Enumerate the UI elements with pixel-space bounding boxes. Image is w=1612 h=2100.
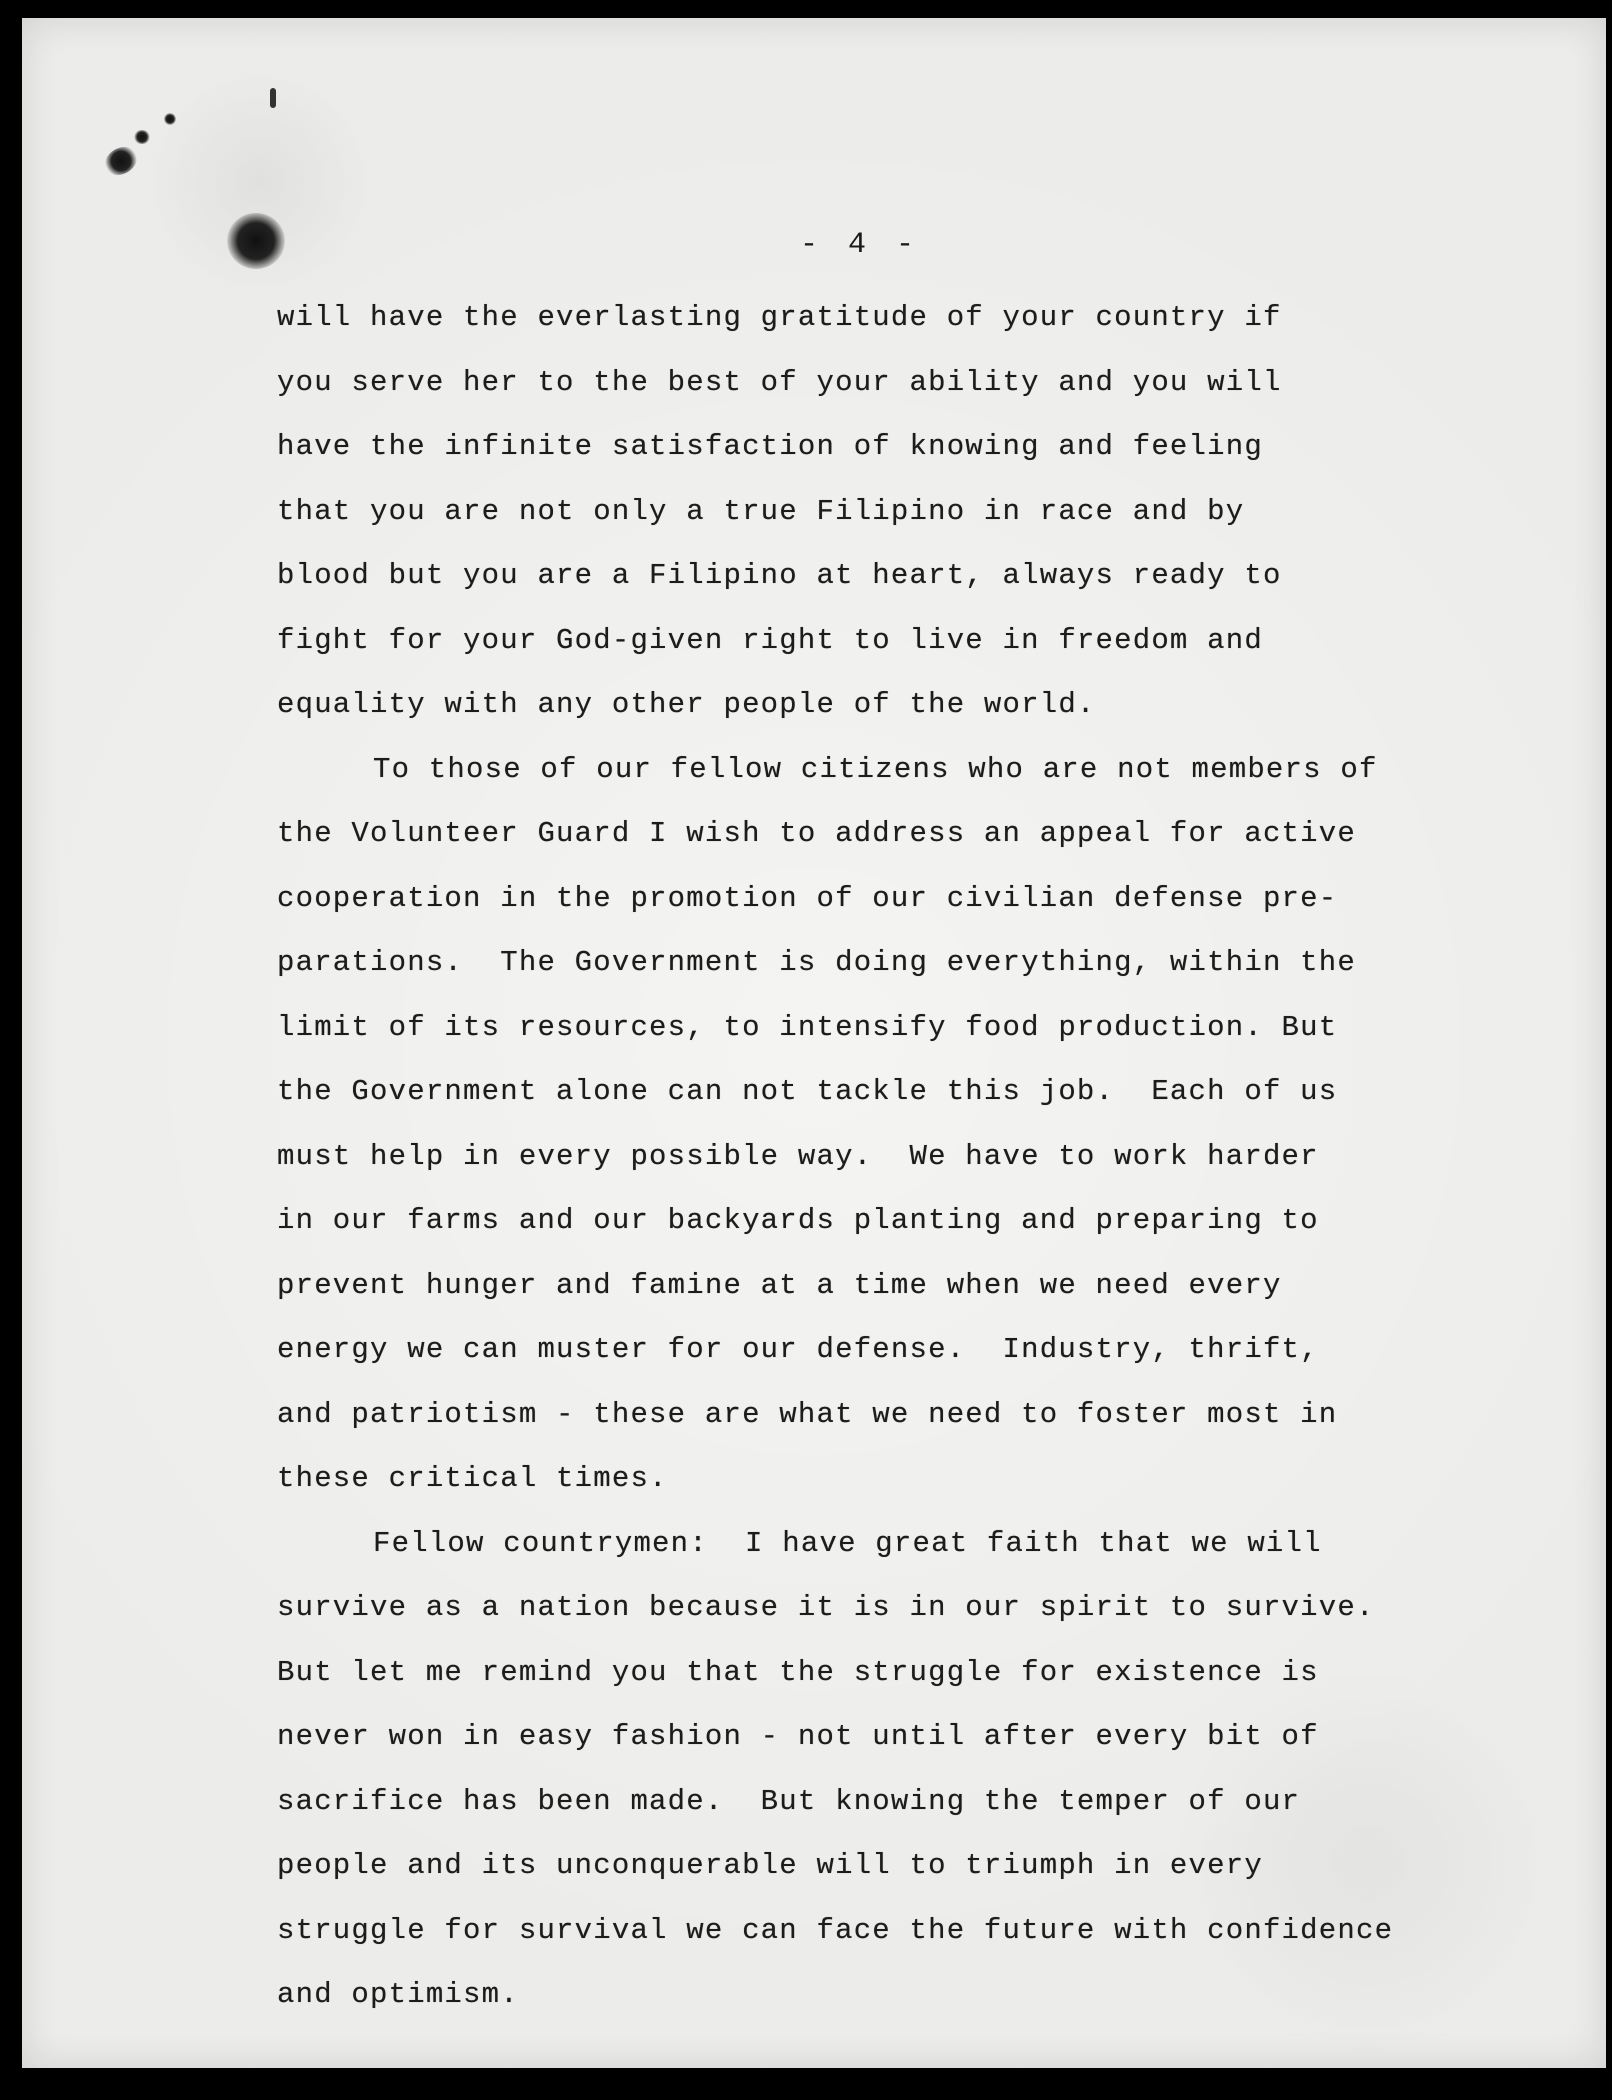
text-line: But let me remind you that the struggle for existence is <box>277 1655 1319 1689</box>
ink-blot <box>164 113 176 125</box>
text-line: and optimism. <box>277 1978 519 2011</box>
ink-blot <box>227 213 285 269</box>
text-line: you serve her to the best of your ability and you will <box>277 365 1282 399</box>
text-line: limit of its resources, to intensify food production. But <box>277 1010 1338 1044</box>
text-line: the Volunteer Guard I wish to address an appeal for active <box>277 817 1356 850</box>
text-line: must help in every possible way. We have to work harder <box>277 1139 1319 1173</box>
ink-mark <box>270 88 276 108</box>
text-line: cooperation in the promotion of our civilian defense pre- <box>277 881 1338 915</box>
ink-blot <box>134 130 150 144</box>
paragraph-start-line: Fellow countrymen: I have great faith that we will <box>373 1526 1322 1560</box>
text-line: have the infinite satisfaction of knowing and feeling <box>277 430 1263 463</box>
ink-blot <box>100 141 142 181</box>
document-page <box>22 18 1606 2068</box>
text-line: struggle for survival we can face the future with confidence <box>277 1913 1394 1947</box>
text-line: these critical times. <box>277 1462 668 1495</box>
text-line: survive as a nation because it is in our spirit to survive. <box>277 1591 1375 1624</box>
text-line: the Government alone can not tackle this job. Each of us <box>277 1075 1338 1108</box>
text-line: parations. The Government is doing everything, within the <box>277 946 1356 979</box>
typed-body-text <box>277 286 1497 2028</box>
text-line: will have the everlasting gratitude of your country if <box>277 301 1282 334</box>
text-line: people and its unconquerable will to triumph in every <box>277 1849 1263 1882</box>
text-line: never won in easy fashion - not until after every bit of <box>277 1720 1319 1753</box>
text-line: energy we can muster for our defense. Industry, thrift, <box>277 1333 1319 1366</box>
text-line: fight for your God-given right to live in freedom and <box>277 623 1263 657</box>
text-line: and patriotism - these are what we need to foster most in <box>277 1397 1338 1431</box>
text-line: blood but you are a Filipino at heart, always ready to <box>277 559 1282 592</box>
paragraph-start-line: To those of our fellow citizens who are not members of <box>373 752 1378 786</box>
text-line: that you are not only a true Filipino in race and by <box>277 494 1245 528</box>
page-number: - 4 - <box>800 228 921 262</box>
text-line: sacrifice has been made. But knowing the temper of our <box>277 1784 1301 1818</box>
text-line: prevent hunger and famine at a time when we need every <box>277 1268 1282 1302</box>
text-line: in our farms and our backyards planting and preparing to <box>277 1204 1319 1237</box>
text-line: equality with any other people of the world. <box>277 688 1096 721</box>
